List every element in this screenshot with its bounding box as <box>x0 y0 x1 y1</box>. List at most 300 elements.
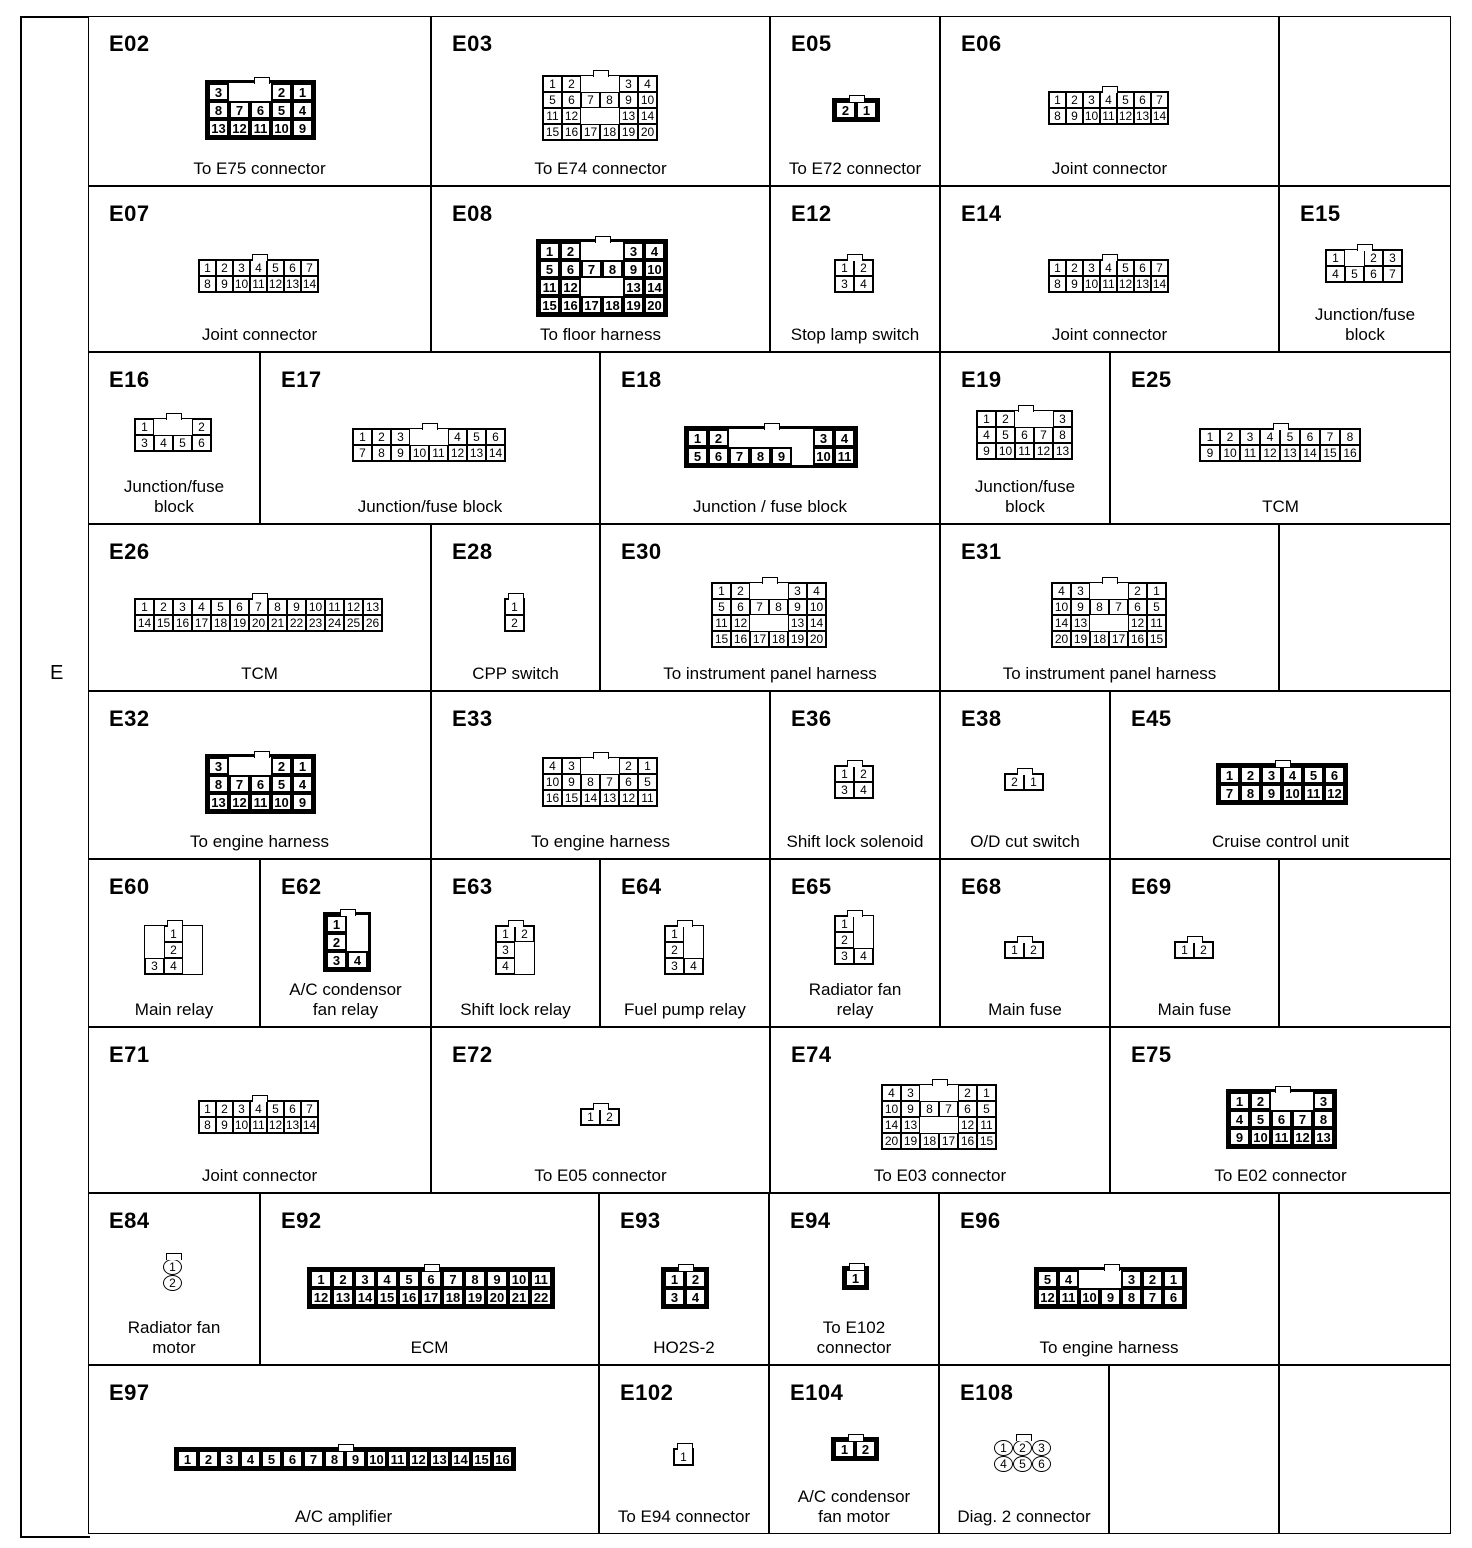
connector-id: E15 <box>1300 201 1341 226</box>
pin-cell: 3 <box>1383 250 1402 266</box>
connector-cell-e93 <box>599 1193 769 1365</box>
connector-face <box>198 259 319 293</box>
pin-cell: 12 <box>344 599 363 615</box>
pin-cell: 3 <box>788 583 807 599</box>
pin-cell: 2 <box>1013 1440 1032 1456</box>
connector-caption: Shift lock solenoid <box>786 832 924 851</box>
pin-cell: 14 <box>638 108 657 124</box>
pin-cell: 1 <box>665 926 684 942</box>
pin-cell: 7 <box>249 599 268 615</box>
pin-cell: 15 <box>543 124 562 140</box>
pin-cell: 10 <box>366 1450 387 1468</box>
connector-cell-e75 <box>1110 1027 1451 1193</box>
pin-cell: 4 <box>250 1101 267 1117</box>
connector-cell-e72 <box>431 1027 770 1193</box>
lock-tab <box>1273 423 1289 430</box>
pin-cell: 9 <box>1071 599 1090 615</box>
lock-tab <box>847 910 863 917</box>
pin-cell: 9 <box>216 1117 233 1133</box>
pin-cell: 4 <box>192 599 211 615</box>
pin-cavity-empty <box>183 942 202 958</box>
pin-cell: 9 <box>292 119 313 137</box>
pin-cell: 15 <box>1320 445 1340 461</box>
pin-cavity-empty <box>1109 615 1128 631</box>
pin-cell: 9 <box>345 1450 366 1468</box>
pin-cell: 9 <box>619 92 638 108</box>
connector-face <box>307 1267 555 1309</box>
connector-face <box>1199 428 1361 462</box>
pin-cell: 10 <box>234 1118 249 1132</box>
lock-tab <box>1102 86 1118 93</box>
connector-face <box>1216 763 1348 805</box>
pin-cell: 11 <box>325 599 344 615</box>
connector-caption: Junction/fuse block <box>974 477 1076 516</box>
pin-cell: 6 <box>486 429 505 445</box>
pin-cavity-empty <box>939 1117 958 1133</box>
connector-cell-e14 <box>940 186 1279 352</box>
pin-cell: 11 <box>543 108 562 124</box>
pin-cell: 3 <box>208 757 229 775</box>
pin-cell: 18 <box>920 1133 939 1149</box>
pin-cell: 1 <box>834 1440 855 1458</box>
connector-id: E45 <box>1131 706 1172 731</box>
pin-cell: 4 <box>240 1450 261 1468</box>
pin-cell: 8 <box>1090 599 1109 615</box>
pin-cavity-empty <box>750 429 771 447</box>
pin-cavity-empty <box>729 429 750 447</box>
pin-cell: 10 <box>508 1270 530 1288</box>
pin-cell: 1 <box>1219 766 1240 784</box>
pin-cell: 1 <box>994 1440 1013 1456</box>
pin-cell: 3 <box>665 958 684 974</box>
pin-cavity-empty <box>410 429 429 445</box>
pin-cell: 7 <box>1219 784 1240 802</box>
pin-cell: 16 <box>1128 631 1147 647</box>
connector-caption: Stop lamp switch <box>790 325 920 344</box>
pin-cell: 1 <box>1175 942 1194 958</box>
pin-cell: 11 <box>1271 1128 1292 1146</box>
pin-cell: 4 <box>292 101 313 119</box>
pin-cell: 9 <box>623 260 644 278</box>
connector-cell-e06 <box>940 16 1279 186</box>
pin-cell: 2 <box>515 926 534 942</box>
connector-caption: To E94 connector <box>617 1507 751 1526</box>
pin-cell: 16 <box>1340 445 1360 461</box>
pin-cell: 1 <box>638 758 657 774</box>
pin-cell: 2 <box>562 76 581 92</box>
connector-cell-e64 <box>600 859 770 1027</box>
lock-tab <box>338 1444 354 1451</box>
connector-face <box>832 98 880 122</box>
pin-cell: 4 <box>644 242 665 260</box>
pin-cavity-empty <box>581 242 602 260</box>
pin-cell: 5 <box>173 435 192 451</box>
pin-cell: 11 <box>1015 443 1034 459</box>
pin-cell: 11 <box>1100 276 1117 292</box>
connector-id: E62 <box>281 874 322 899</box>
connector-face <box>198 1100 319 1134</box>
lock-tab <box>1187 936 1203 943</box>
pin-cell: 1 <box>135 419 154 435</box>
connector-cell-e28 <box>431 524 600 691</box>
pin-cell: 21 <box>268 615 287 631</box>
pin-cell: 9 <box>391 445 410 461</box>
connector-face <box>673 1448 694 1466</box>
pin-cell: 3 <box>326 951 347 969</box>
pin-cell: 4 <box>1100 92 1117 108</box>
pin-cavity-empty <box>1090 615 1109 631</box>
pin-cavity-empty <box>347 915 368 933</box>
pin-cell: 2 <box>216 1101 233 1117</box>
connector-caption: A/C condensor fan motor <box>797 1487 911 1526</box>
pin-cell: 1 <box>664 1270 685 1288</box>
pin-cell: 3 <box>835 782 854 798</box>
connector-id: E36 <box>791 706 832 731</box>
pin-cell: 1 <box>977 1085 996 1101</box>
pin-cell: 14 <box>354 1288 376 1306</box>
pin-cell: 4 <box>292 775 313 793</box>
connector-face <box>163 1259 182 1291</box>
pin-cavity-empty <box>854 916 873 932</box>
pin-cell: 11 <box>387 1450 408 1468</box>
pin-cell: 7 <box>729 447 750 465</box>
pin-cavity-empty <box>429 429 448 445</box>
pin-cell: 3 <box>1032 1440 1051 1456</box>
pin-cell: 6 <box>562 92 581 108</box>
connector-id: E102 <box>620 1380 674 1405</box>
pin-cell: 2 <box>1250 1092 1271 1110</box>
pin-cavity-empty <box>1292 1092 1313 1110</box>
pin-cell: 11 <box>250 1117 267 1133</box>
connector-caption: Fuel pump relay <box>624 1000 746 1019</box>
connector-cell-e26 <box>88 524 431 691</box>
pin-cell: 24 <box>325 615 344 631</box>
pin-cell: 19 <box>623 296 644 314</box>
pin-cell: 12 <box>1034 443 1053 459</box>
pin-cell: 9 <box>977 443 996 459</box>
connector-face <box>1048 91 1169 125</box>
pin-cell: 20 <box>486 1288 508 1306</box>
pin-cell: 4 <box>1058 1270 1079 1288</box>
pin-cell: 1 <box>135 599 154 615</box>
pin-cell: 13 <box>1135 277 1150 291</box>
pin-cell: 13 <box>208 793 229 811</box>
pin-cell: 5 <box>1037 1270 1058 1288</box>
connector-caption: To engine harness <box>531 832 670 851</box>
connector-caption: To E02 connector <box>1214 1166 1347 1185</box>
pin-cell: 8 <box>372 445 391 461</box>
pin-cell: 10 <box>306 599 325 615</box>
pin-cavity-empty <box>229 757 250 775</box>
pin-cell: 6 <box>560 260 581 278</box>
pin-cell: 2 <box>685 1270 706 1288</box>
pin-cell: 8 <box>1049 108 1066 124</box>
connector-id: E94 <box>790 1208 831 1233</box>
pin-cell: 14 <box>302 1118 317 1132</box>
pin-cell: 9 <box>216 276 233 292</box>
pin-cell: 12 <box>268 277 283 291</box>
connector-cell-e33 <box>431 691 770 859</box>
pin-cell: 5 <box>1303 766 1324 784</box>
pin-cell: 13 <box>1313 1128 1334 1146</box>
pin-cell: 4 <box>496 958 515 974</box>
pin-cell: 7 <box>939 1101 958 1117</box>
pin-cell: 12 <box>1118 277 1133 291</box>
connector-cell-e32 <box>88 691 431 859</box>
pin-cell: 9 <box>1100 1288 1121 1306</box>
connector-id: E17 <box>281 367 322 392</box>
connector-id: E97 <box>109 1380 150 1405</box>
connector-caption: Cruise control unit <box>1211 832 1349 851</box>
pin-cell: 3 <box>233 260 250 276</box>
pin-cavity-empty <box>1079 1270 1100 1288</box>
pin-cell: 5 <box>687 447 708 465</box>
connector-id: E84 <box>109 1208 150 1233</box>
pin-cell: 3 <box>619 76 638 92</box>
pin-cell: 5 <box>271 775 292 793</box>
pin-cell: 13 <box>600 790 619 806</box>
pin-cell: 19 <box>788 631 807 647</box>
lock-tab <box>677 920 693 927</box>
pin-cell: 2 <box>600 1109 619 1125</box>
pin-cell: 2 <box>271 757 292 775</box>
pin-cell: 13 <box>208 119 229 137</box>
connector-id: E08 <box>452 201 493 226</box>
pin-cell: 3 <box>208 83 229 101</box>
pin-cell: 9 <box>292 793 313 811</box>
connector-caption: TCM <box>241 664 278 683</box>
lock-tab <box>678 1264 694 1271</box>
pin-cell: 8 <box>199 276 216 292</box>
pin-cell: 1 <box>326 915 347 933</box>
pin-cell: 3 <box>664 1288 685 1306</box>
pin-cell: 16 <box>543 790 562 806</box>
connector-id: E63 <box>452 874 493 899</box>
pin-cell: 2 <box>1128 583 1147 599</box>
connector-face <box>664 925 704 975</box>
connector-caption: Joint connector <box>201 325 318 344</box>
pin-cell: 11 <box>250 793 271 811</box>
connector-face <box>174 1447 516 1471</box>
pin-cell: 10 <box>1282 784 1303 802</box>
pin-cell: 4 <box>154 435 173 451</box>
pin-cell: 11 <box>1240 445 1260 461</box>
connector-cell-e97 <box>88 1365 599 1534</box>
pin-cavity-empty <box>854 932 873 948</box>
pin-cavity-empty <box>939 1085 958 1101</box>
connector-caption: Radiator fan motor <box>127 1318 221 1357</box>
connector-caption: CPP switch <box>472 664 559 683</box>
pin-cell: 3 <box>233 1101 250 1117</box>
pin-cell: 2 <box>1005 774 1024 790</box>
connector-id: E93 <box>620 1208 661 1233</box>
pin-cell: 11 <box>530 1270 552 1288</box>
pin-cell: 5 <box>539 260 560 278</box>
pin-cell: 12 <box>731 615 750 631</box>
connector-caption: ECM <box>410 1338 449 1357</box>
pin-cell: 6 <box>250 101 271 119</box>
pin-cell: 2 <box>1194 942 1213 958</box>
connector-cell-e69 <box>1110 859 1279 1027</box>
pin-cell: 8 <box>602 260 623 278</box>
pin-cell: 1 <box>163 1259 182 1275</box>
pin-cell: 15 <box>471 1450 492 1468</box>
pin-cell: 14 <box>1052 615 1071 631</box>
pin-cavity-empty <box>581 108 600 124</box>
connector-cell-e38 <box>940 691 1110 859</box>
pin-cell: 12 <box>562 108 581 124</box>
pin-cavity-empty <box>920 1085 939 1101</box>
pin-cell: 2 <box>332 1270 354 1288</box>
pin-cavity-empty <box>229 83 250 101</box>
connector-face <box>205 754 316 814</box>
pin-cell: 6 <box>284 1101 301 1117</box>
pin-cell: 13 <box>1135 109 1150 123</box>
pin-cell: 18 <box>442 1288 464 1306</box>
connector-face <box>495 925 535 975</box>
pin-cavity-empty <box>1034 411 1053 427</box>
pin-cell: 14 <box>1152 277 1167 291</box>
connector-caption: Radiator fan relay <box>808 980 902 1019</box>
connector-id: E26 <box>109 539 150 564</box>
pin-cell: 4 <box>854 276 873 292</box>
pin-cell: 8 <box>1240 784 1261 802</box>
pin-cell: 15 <box>539 296 560 314</box>
pin-cell: 3 <box>391 429 410 445</box>
pin-cell: 11 <box>977 1117 996 1133</box>
pin-cavity-empty <box>792 447 813 465</box>
pin-cell: 11 <box>1147 615 1166 631</box>
pin-cell: 15 <box>562 790 581 806</box>
pin-cell: 17 <box>420 1288 442 1306</box>
connector-cell-e108 <box>939 1365 1109 1534</box>
pin-cell: 9 <box>901 1101 920 1117</box>
pin-cell: 3 <box>173 599 192 615</box>
connector-id: E74 <box>791 1042 832 1067</box>
connector-face <box>842 1266 869 1290</box>
pin-cell: 2 <box>198 1450 219 1468</box>
lock-tab <box>1018 405 1034 412</box>
pin-cell: 1 <box>1049 92 1066 108</box>
pin-cell: 2 <box>154 599 173 615</box>
pin-cell: 14 <box>486 445 505 461</box>
pin-cell: 5 <box>977 1101 996 1117</box>
connector-face <box>881 1084 997 1150</box>
lock-tab <box>847 254 863 261</box>
connector-caption: Junction/fuse block <box>123 477 225 516</box>
pin-cell: 10 <box>1250 1128 1271 1146</box>
pin-cell: 13 <box>1071 615 1090 631</box>
pin-cell: 3 <box>145 958 164 974</box>
pin-cell: 2 <box>854 766 873 782</box>
pin-cell: 7 <box>229 101 250 119</box>
pin-cavity-empty <box>183 926 202 942</box>
pin-cell: 13 <box>285 277 300 291</box>
connector-id: E19 <box>961 367 1002 392</box>
pin-cell: 9 <box>287 599 306 615</box>
pin-cell: 12 <box>1128 615 1147 631</box>
pin-cell: 3 <box>354 1270 376 1288</box>
pin-cell: 2 <box>958 1085 977 1101</box>
connector-id: E07 <box>109 201 150 226</box>
pin-cell: 25 <box>344 615 363 631</box>
pin-cell: 6 <box>230 599 249 615</box>
lock-tab <box>252 1095 268 1102</box>
pin-cell: 2 <box>835 932 854 948</box>
pin-cavity-empty <box>154 419 173 435</box>
pin-cell: 2 <box>854 260 873 276</box>
connector-caption: To E74 connector <box>534 159 667 178</box>
connector-cell-e15 <box>1279 186 1451 352</box>
lock-tab <box>422 423 438 430</box>
pin-cell: 6 <box>1015 427 1034 443</box>
lock-tab <box>764 423 780 430</box>
connector-face <box>205 80 316 140</box>
lock-tab <box>1017 768 1033 775</box>
pin-cell: 5 <box>543 92 562 108</box>
connector-id: E69 <box>1131 874 1172 899</box>
pin-cell: 1 <box>856 101 877 119</box>
pin-cavity-empty <box>581 278 602 296</box>
pin-cavity-empty <box>1100 1270 1121 1288</box>
pin-cell: 20 <box>249 615 268 631</box>
pin-cell: 9 <box>1066 276 1083 292</box>
lock-tab <box>508 920 524 927</box>
pin-cell: 11 <box>539 278 560 296</box>
connector-cell-e08 <box>431 186 770 352</box>
connector-caption: Diag. 2 connector <box>957 1507 1091 1526</box>
pin-cell: 3 <box>1240 429 1260 445</box>
pin-cell: 7 <box>1034 427 1053 443</box>
pin-cell: 10 <box>1052 599 1071 615</box>
pin-cell: 6 <box>192 435 211 451</box>
pin-cell: 4 <box>1100 260 1117 276</box>
lock-tab <box>254 77 270 84</box>
pin-cell: 3 <box>835 276 854 292</box>
connector-face <box>834 915 874 965</box>
pin-cell: 14 <box>450 1450 471 1468</box>
pin-cell: 2 <box>560 242 581 260</box>
connector-cell-e45 <box>1110 691 1451 859</box>
connector-cell-e25 <box>1110 352 1451 524</box>
pin-cell: 8 <box>268 599 287 615</box>
pin-cell: 6 <box>708 447 729 465</box>
connector-face <box>542 757 658 807</box>
connector-face <box>1174 941 1214 959</box>
pin-cell: 6 <box>250 775 271 793</box>
pin-cell: 13 <box>1053 443 1072 459</box>
pin-cell: 1 <box>292 757 313 775</box>
pin-cavity-empty <box>347 933 368 951</box>
connector-id: E38 <box>961 706 1002 731</box>
pin-cell: 8 <box>1049 276 1066 292</box>
pin-cell: 2 <box>855 1440 876 1458</box>
pin-cell: 12 <box>408 1450 429 1468</box>
pin-cell: 11 <box>1303 784 1324 802</box>
pin-cell: 1 <box>199 260 216 276</box>
pin-cell: 12 <box>1118 109 1133 123</box>
pin-cell: 3 <box>1313 1092 1334 1110</box>
lock-tab <box>167 920 183 927</box>
connector-face <box>504 598 525 632</box>
pin-cell: 1 <box>977 411 996 427</box>
connector-caption: To instrument panel harness <box>663 664 877 683</box>
pin-cell: 3 <box>1071 583 1090 599</box>
pin-cell: 2 <box>708 429 729 447</box>
pin-cell: 5 <box>1250 1110 1271 1128</box>
lock-tab <box>1017 936 1033 943</box>
connector-face <box>1004 941 1044 959</box>
